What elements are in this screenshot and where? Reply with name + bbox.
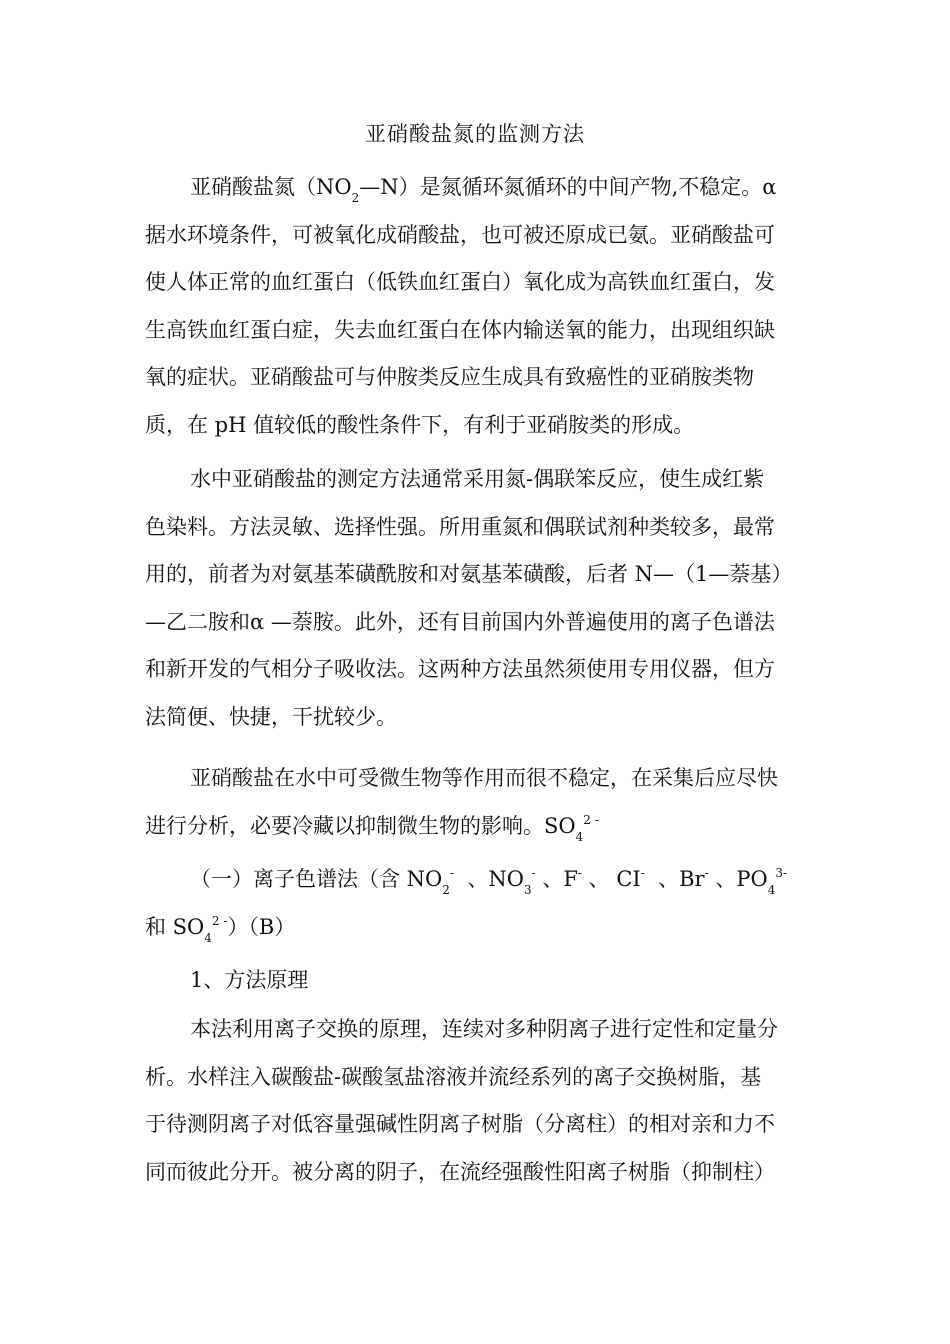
text-line: 析。水样注入碳酸盐-碳酸氢盐溶液并流经系列的离子交换树脂，基 — [145, 1064, 762, 1089]
document-title: 亚硝酸盐氮的监测方法 — [365, 122, 585, 146]
subheading-method-principle — [145, 963, 815, 1011]
paragraph-1 — [145, 170, 815, 455]
text-line: 和 $SO_4^{2 -})(B)$ — [145, 913, 296, 945]
text-line: 水中亚硝酸盐的测定方法通常采用氮-偶联笨反应，使生成红紫 — [190, 467, 765, 491]
text-line: 1、方法原理 — [190, 968, 309, 992]
text-line: 据水环境条件，可被氧化成硝酸盐，也可被还原成已氨。亚硝酸盐可 — [145, 222, 775, 247]
text-line: 生高铁血红蛋白症，失去血红蛋白在体内输送氧的能力，出现组织缺 — [145, 317, 775, 342]
text-line: 用的，前者为对氨基苯磺酰胺和对氨基苯磺酸，后者 N—（1—萘基） — [145, 562, 793, 586]
section-heading-ion-chromatography — [145, 862, 815, 957]
text-line: （一）离子色谱法（含 $NO_2^-$ 、$NO_3^-$ 、F- 、 CI- 、Br- 、$PO_4^{3-}$ — [190, 866, 788, 897]
text-line: 氧的症状。亚硝酸盐可与仲胺类反应生成具有致癌性的亚硝胺类物 — [145, 365, 754, 389]
text-line: 质，在 pH 值较低的酸性条件下，有利于亚硝胺类的形成。 — [145, 412, 695, 437]
text-line: 使人体正常的血红蛋白（低铁血红蛋白）氧化成为高铁血红蛋白，发 — [145, 270, 775, 294]
text-line: 本法利用离子交换的原理，连续对多种阴离子进行定性和定量分 — [190, 1017, 778, 1041]
text-line: 同而彼此分开。被分离的阴子，在流经强酸性阳离子树脂（抑制柱） — [145, 1159, 775, 1184]
text-line: 亚硝酸盐氮$(NO_2—N)$是氮循环氮循环的中间产物,不稳定。α — [190, 175, 777, 205]
paragraph-5 — [145, 1012, 815, 1202]
text-line: —乙二胺和α —萘胺。此外，还有目前国内外普遍使用的离子色谱法 — [145, 609, 775, 634]
paragraph-3 — [145, 761, 815, 856]
text-line: 法简便、快捷，干扰较少。 — [145, 704, 397, 729]
text-line: 亚硝酸盐在水中可受微生物等作用而很不稳定，在采集后应尽快 — [190, 766, 778, 790]
text-line: 和新开发的气相分子吸收法。这两种方法虽然须使用专用仪器，但方 — [145, 657, 775, 681]
text-line: 色染料。方法灵敏、选择性强。所用重氮和偶联试剂种类较多，最常 — [145, 514, 775, 539]
paragraph-2 — [145, 462, 815, 747]
text-line: 于待测阴离子对低容量强碱性阴离子树脂（分离柱）的相对亲和力不 — [145, 1112, 775, 1136]
text-line: 进行分析，必要冷藏以抑制微生物的影响。$SO_4^{2 -}$ — [145, 812, 599, 844]
